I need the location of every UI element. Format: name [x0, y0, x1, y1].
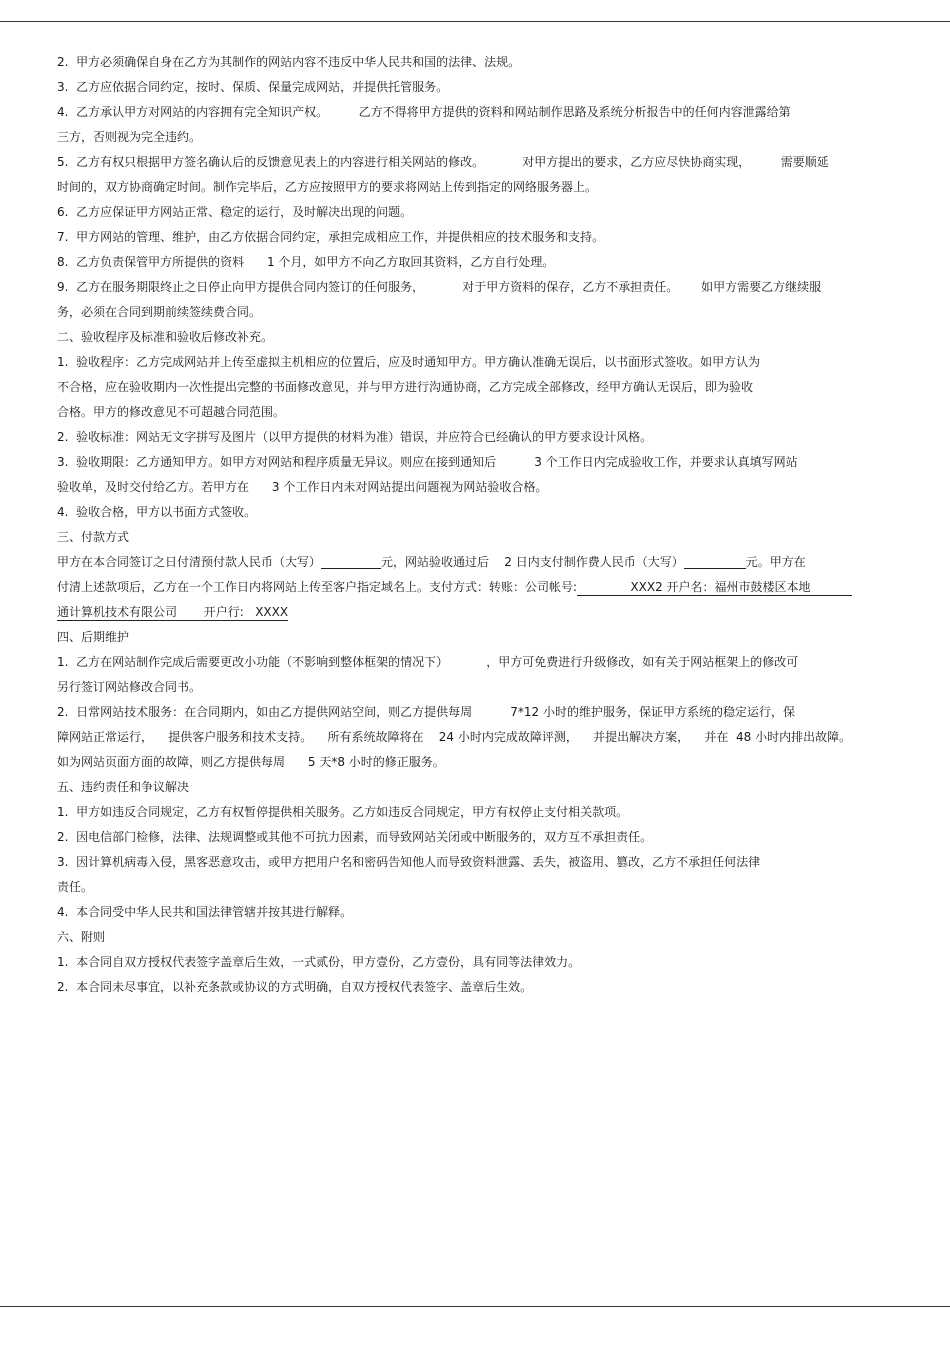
payment-text-b: 元，网站验收通过后 2 日内支付制作费人民币（大写）: [381, 555, 684, 569]
paragraph-line: 3. 乙方应依据合同约定，按时、保质、保量完成网站，并提供托管服务。: [57, 80, 449, 94]
paragraph-line: 7. 甲方网站的管理、维护，由乙方依据合同约定，承担完成相应工作，并提供相应的技术服务和支持。: [57, 230, 605, 244]
paragraph-line: 时间的，双方协商确定时间。制作完毕后，乙方应按照甲方的要求将网站上传到指定的网络服务器上。: [57, 180, 598, 194]
paragraph-line: 2. 本合同未尽事宜，以补充条款或协议的方式明确，自双方授权代表签字、盖章后生效。: [57, 980, 533, 994]
paragraph-line: 验收单，及时交付给乙方。若甲方在 3 个工作日内未对网站提出问题视为网站验收合格。: [57, 480, 548, 494]
paragraph-line: 8. 乙方负责保管甲方所提供的资料 1 个月，如甲方不向乙方取回其资料，乙方自行处理。: [57, 255, 555, 269]
amount-blank-production-fee: [684, 554, 746, 569]
payment-text-a: 付清上述款项后，乙方在一个工作日内将网站上传至客户指定域名上。支付方式：转账：公司帐号:: [57, 580, 578, 594]
paragraph-line: 不合格，应在验收期内一次性提出完整的书面修改意见，并与甲方进行沟通协商，乙方完成全部修改，经甲方确认无误后，即为验收: [57, 380, 754, 394]
header-rule: [0, 21, 950, 22]
paragraph-line: 1. 本合同自双方授权代表签字盖章后生效，一式贰份，甲方壹份，乙方壹份，具有同等法律效力。: [57, 955, 581, 969]
paragraph-line: 三方，否则视为完全违约。: [57, 130, 202, 144]
paragraph-line: 另行签订网站修改合同书。: [57, 680, 202, 694]
payment-line-2: [57, 575, 893, 600]
paragraph-line: 责任。: [57, 880, 94, 894]
contract-body: [57, 50, 893, 1000]
paragraph-line: 障网站正常运行， 提供客户服务和技术支持。 所有系统故障将在 24 小时内完成故障评测， 并提出解决方案， 并在 48 小时内排出故障。: [57, 730, 852, 744]
paragraph-line: 三、付款方式: [57, 530, 130, 544]
clauses-section-1-3: [57, 50, 893, 550]
paragraph-line: 2. 验收标准：网站无文字拼写及图片（以甲方提供的材料为准）错误，并应符合已经确认的甲方要求设计风格。: [57, 430, 653, 444]
paragraph-line: 4. 验收合格，甲方以书面方式签收。: [57, 505, 257, 519]
footer-rule: [0, 1306, 950, 1307]
paragraph-line: 合格。甲方的修改意见不可超越合同范围。: [57, 405, 286, 419]
paragraph-line: 6. 乙方应保证甲方网站正常、稳定的运行，及时解决出现的问题。: [57, 205, 413, 219]
paragraph-line: 5. 乙方有权只根据甲方签名确认后的反馈意见表上的内容进行相关网站的修改。 对甲方提出的要求，乙方应尽快协商实现， 需要顺延: [57, 155, 829, 169]
paragraph-line: 9. 乙方在服务期限终止之日停止向甲方提供合同内签订的任何服务， 对于甲方资料的保存，乙方不承担责任。 如甲方需要乙方继续服: [57, 280, 822, 294]
paragraph-line: 2. 因电信部门检修，法律、法规调整或其他不可抗力因素，而导致网站关闭或中断服务的，双方互不承担责任。: [57, 830, 653, 844]
clauses-section-4-6: [57, 625, 893, 1000]
paragraph-line: 如为网站页面方面的故障，则乙方提供每周 5 天*8 小时的修正服务。: [57, 755, 445, 769]
paragraph-line: 1. 乙方在网站制作完成后需要更改小功能（不影响到整体框架的情况下） ，甲方可免费进行升级修改，如有关于网站框架上的修改可: [57, 655, 799, 669]
paragraph-line: 六、附则: [57, 930, 106, 944]
bank-account-info: XXX2 开户名：福州市鼓楼区本地: [577, 580, 852, 596]
paragraph-line: 2. 甲方必须确保自身在乙方为其制作的网站内容不违反中华人民共和国的法律、法规。: [57, 55, 521, 69]
paragraph-line: 4. 乙方承认甲方对网站的内容拥有完全知识产权。 乙方不得将甲方提供的资料和网站制作思路及系统分析报告中的任何内容泄露给第: [57, 105, 791, 119]
paragraph-line: 3. 验收期限：乙方通知甲方。如甲方对网站和程序质量无异议。则应在接到通知后 3 个工作日内完成验收工作，并要求认真填写网站: [57, 455, 798, 469]
payment-text-a: 甲方在本合同签订之日付清预付款人民币（大写）: [57, 555, 322, 569]
payment-line-1: [57, 550, 893, 575]
bank-name-info: 通计算机技术有限公司 开户行: XXXX: [57, 605, 289, 619]
paragraph-line: 3. 因计算机病毒入侵，黑客恶意攻击，或甲方把用户名和密码告知他人而导致资料泄露、丢失，被盗用、篡改，乙方不承担任何法律: [57, 855, 761, 869]
paragraph-line: 4. 本合同受中华人民共和国法律管辖并按其进行解释。: [57, 905, 353, 919]
paragraph-line: 二、验收程序及标准和验收后修改补充。: [57, 330, 274, 344]
paragraph-line: 1. 甲方如违反合同规定，乙方有权暂停提供相关服务。乙方如违反合同规定，甲方有权停止支付相关款项。: [57, 805, 629, 819]
paragraph-line: 务，必须在合同到期前续签续费合同。: [57, 305, 262, 319]
paragraph-line: 四、后期维护: [57, 630, 130, 644]
payment-line-3: [57, 600, 893, 625]
paragraph-line: 1. 验收程序：乙方完成网站并上传至虚拟主机相应的位置后，应及时通知甲方。甲方确认准确无误后，以书面形式签收。如甲方认为: [57, 355, 761, 369]
payment-text-c: 元。甲方在: [745, 555, 806, 569]
paragraph-line: 五、违约责任和争议解决: [57, 780, 190, 794]
paragraph-line: 2. 日常网站技术服务：在合同期内，如由乙方提供网站空间，则乙方提供每周 7*12 小时的维护服务，保证甲方系统的稳定运行，保: [57, 705, 795, 719]
amount-blank-prepayment: [321, 554, 381, 569]
